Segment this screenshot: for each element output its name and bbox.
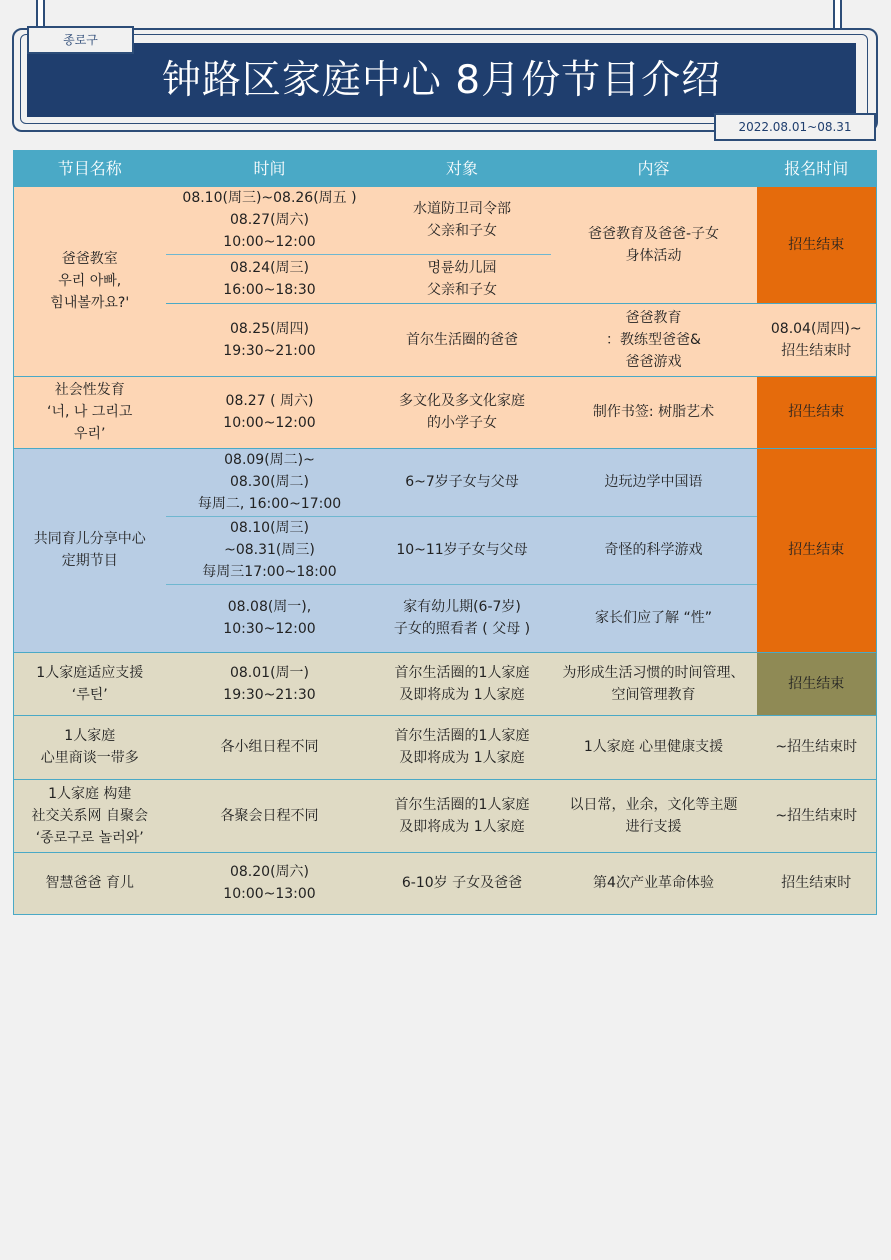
- program-content: 第4次产业革命体验: [551, 852, 757, 914]
- program-time: 08.10(周三)~08.26(周五 ) 08.27(周六) 10:00~12:00: [166, 187, 374, 254]
- table-row: [14, 376, 877, 448]
- program-time: 08.10(周三) ~08.31(周三) 每周三17:00~18:00: [166, 516, 374, 584]
- table-header-row: [14, 150, 877, 187]
- program-target: 10~11岁子女与父母: [374, 516, 551, 584]
- date-range: 2022.08.01~08.31: [714, 113, 876, 141]
- col-header-target: 对象: [374, 150, 551, 187]
- program-content: 以日常，业余，文化等主题 进行支援: [551, 779, 757, 852]
- program-time: 08.08(周一), 10:30~12:00: [166, 584, 374, 652]
- program-time: 08.20(周六) 10:00~13:00: [166, 852, 374, 914]
- program-target: 6-10岁 子女及爸爸: [374, 852, 551, 914]
- program-target: 首尔生活圈的1人家庭 及即将成为 1人家庭: [374, 715, 551, 779]
- registration-status: ~招生结束时: [757, 715, 877, 779]
- program-content: 爸爸教育 ：教练型爸爸& 爸爸游戏: [551, 303, 757, 376]
- table-row: [14, 852, 877, 914]
- table-row: [14, 715, 877, 779]
- program-target: 水道防卫司令部 父亲和子女: [374, 187, 551, 254]
- program-target: 首尔生活圈的1人家庭 及即将成为 1人家庭: [374, 779, 551, 852]
- table-row: [14, 652, 877, 715]
- program-content: 奇怪的科学游戏: [551, 516, 757, 584]
- program-name: 1人家庭 构建 社交关系网 自聚会 ‘종로구로 놀러와’: [14, 779, 166, 852]
- program-content: 爸爸教育及爸爸-子女 身体活动: [551, 187, 757, 303]
- program-content: 为形成生活习惯的时间管理、 空间管理教育: [551, 652, 757, 715]
- registration-status: 招生结束时: [757, 852, 877, 914]
- program-name: 智慧爸爸 育儿: [14, 852, 166, 914]
- registration-status: 招生结束: [757, 652, 877, 715]
- program-target: 多文化及多文化家庭 的小学子女: [374, 376, 551, 448]
- page-title: 钟路区家庭中心 8月份节目介绍: [161, 58, 722, 103]
- table-row: [14, 779, 877, 852]
- program-table: [13, 150, 877, 915]
- program-content: 制作书签: 树脂艺术: [551, 376, 757, 448]
- registration-status: 08.04(周四)~ 招生结束时: [757, 303, 877, 376]
- program-name: 爸爸教室 우리 아빠, 힘내볼까요?': [14, 187, 166, 376]
- registration-status: 招生结束: [757, 376, 877, 448]
- registration-status: 招生结束: [757, 448, 877, 652]
- program-name: 1人家庭适应支援 ‘루틴’: [14, 652, 166, 715]
- col-header-registration: 报名时间: [757, 150, 877, 187]
- program-time: 各小组日程不同: [166, 715, 374, 779]
- program-name: 共同育儿分享中心 定期节目: [14, 448, 166, 652]
- program-content: 家长们应了解 “性”: [551, 584, 757, 652]
- program-target: 명륜幼儿园 父亲和子女: [374, 254, 551, 303]
- table-row: [14, 187, 877, 254]
- col-header-content: 内容: [551, 150, 757, 187]
- registration-status: 招生结束: [757, 187, 877, 303]
- program-time: 08.24(周三) 16:00~18:30: [166, 254, 374, 303]
- program-target: 6~7岁子女与父母: [374, 448, 551, 516]
- program-time: 08.25(周四) 19:30~21:00: [166, 303, 374, 376]
- program-target: 首尔生活圈的1人家庭 及即将成为 1人家庭: [374, 652, 551, 715]
- program-name: 1人家庭 心里商谈一带多: [14, 715, 166, 779]
- program-content: 边玩边学中国语: [551, 448, 757, 516]
- program-target: 首尔生活圈的爸爸: [374, 303, 551, 376]
- col-header-time: 时间: [166, 150, 374, 187]
- program-time: 08.09(周二)~ 08.30(周二) 每周二, 16:00~17:00: [166, 448, 374, 516]
- program-target: 家有幼儿期(6-7岁) 子女的照看者 ( 父母 ): [374, 584, 551, 652]
- table-row: [14, 448, 877, 516]
- program-time: 08.01(周一) 19:30~21:30: [166, 652, 374, 715]
- program-time: 各聚会日程不同: [166, 779, 374, 852]
- program-time: 08.27 ( 周六) 10:00~12:00: [166, 376, 374, 448]
- program-content: 1人家庭 心里健康支援: [551, 715, 757, 779]
- district-tag: 종로구: [27, 26, 134, 54]
- program-name: 社会性发育 ‘너, 나 그리고 우리’: [14, 376, 166, 448]
- col-header-name: 节目名称: [14, 150, 166, 187]
- registration-status: ~招生结束时: [757, 779, 877, 852]
